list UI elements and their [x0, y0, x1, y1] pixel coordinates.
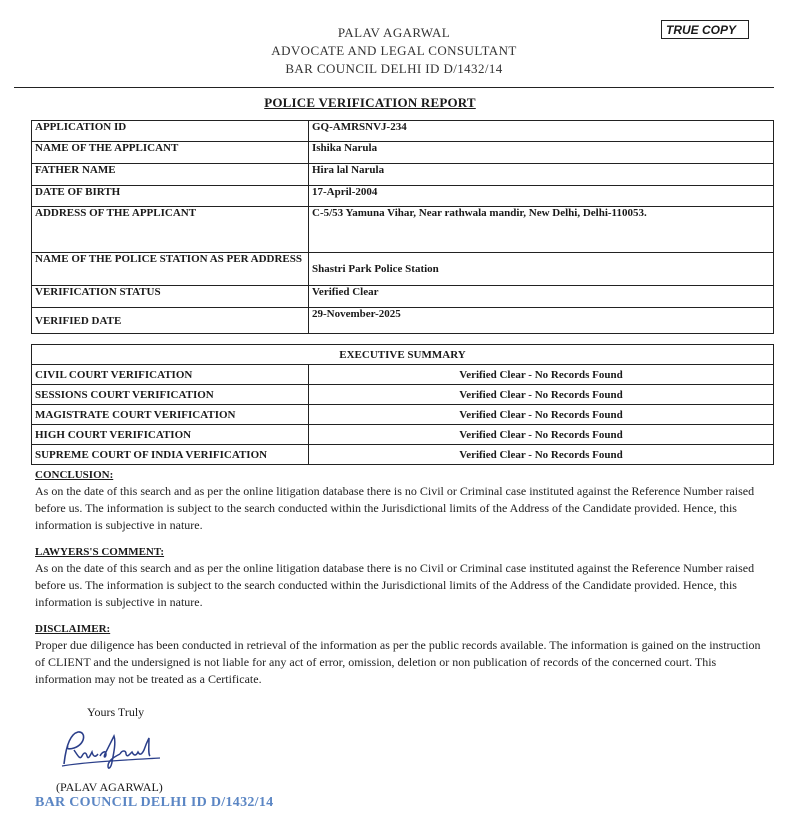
- lawyers-comment-text: As on the date of this search and as per the online litigation database there is no Civil or Criminal case instituted against the Reference Number raised before us. The information is subject to the search conducted within the Jurisdictional limits of the Address of the Candidate provided. Hence, this information is subjective in nature.: [35, 561, 755, 609]
- dob-value: 17-April-2004: [309, 186, 774, 207]
- table-row: [32, 308, 774, 334]
- father-name-value: Hira lal Narula: [309, 164, 774, 186]
- row-label: NAME OF THE POLICE STATION AS PER ADDRESS: [32, 253, 309, 286]
- row-label: MAGISTRATE COURT VERIFICATION: [32, 405, 309, 425]
- true-copy-stamp: TRUE COPY: [661, 20, 749, 39]
- verification-status-value: Verified Clear: [309, 286, 774, 308]
- row-label: VERIFIED DATE: [32, 308, 309, 334]
- row-value: Verified Clear - No Records Found: [309, 445, 774, 465]
- row-label: NAME OF THE APPLICANT: [32, 142, 309, 164]
- conclusion-text: As on the date of this search and as per the online litigation database there is no Civil or Criminal case instituted against the Reference Number raised before us. The information is subject to the search conducted within the Jurisdictional limits of the Address of the Candidate provided. Hence, this information is subjective in nature.: [35, 484, 755, 532]
- row-label: FATHER NAME: [32, 164, 309, 186]
- advocate-name: PALAV AGARWAL: [337, 25, 451, 40]
- table-row: [32, 186, 774, 207]
- yours-truly: Yours Truly: [87, 705, 145, 719]
- row-label: VERIFICATION STATUS: [32, 286, 309, 308]
- table-row: [32, 207, 774, 253]
- header-divider: [14, 87, 774, 88]
- table-row: [32, 425, 774, 445]
- report-title: POLICE VERIFICATION REPORT: [264, 95, 476, 110]
- address-value: C-5/53 Yamuna Vihar, Near rathwala mandir, New Delhi, Delhi-110053.: [309, 207, 774, 253]
- table-row: [32, 142, 774, 164]
- table-row: [32, 345, 774, 365]
- row-value: Verified Clear - No Records Found: [309, 405, 774, 425]
- table-row: [32, 365, 774, 385]
- applicant-name-value: Ishika Narula: [309, 142, 774, 164]
- executive-summary-table: [31, 344, 774, 465]
- application-id-value: GQ-AMRSNVJ-234: [309, 121, 774, 142]
- applicant-details-table: [31, 120, 774, 334]
- verified-date-value: 29-November-2025: [309, 308, 774, 334]
- row-label: HIGH COURT VERIFICATION: [32, 425, 309, 445]
- disclaimer-text: Proper due diligence has been conducted in retrieval of the information as per the public records available. The information is gained on the instruction of CLIENT and the undersigned is not liable for any act of error, omission, deletion or non publication of records of the concerned court. This information may not be treated as a Certificate.: [35, 638, 761, 686]
- police-station-value: Shastri Park Police Station: [309, 253, 774, 286]
- advocate-bar-id: BAR COUNCIL DELHI ID D/1432/14: [285, 61, 503, 76]
- table-row: [32, 253, 774, 286]
- advocate-designation: ADVOCATE AND LEGAL CONSULTANT: [271, 43, 517, 58]
- disclaimer-section: [35, 623, 765, 688]
- row-label: SUPREME COURT OF INDIA VERIFICATION: [32, 445, 309, 465]
- signatory-name: (PALAV AGARWAL): [56, 780, 163, 794]
- row-label: DATE OF BIRTH: [32, 186, 309, 207]
- table-row: [32, 405, 774, 425]
- lawyers-comment-heading: LAWYERS'S COMMENT:: [35, 546, 165, 558]
- conclusion-heading: CONCLUSION:: [35, 469, 114, 481]
- signatory-bar-id: BAR COUNCIL DELHI ID D/1432/14: [35, 795, 274, 810]
- table-row: [32, 445, 774, 465]
- table-row: [32, 385, 774, 405]
- table-row: [32, 121, 774, 142]
- row-value: Verified Clear - No Records Found: [309, 365, 774, 385]
- signature-image: [56, 726, 166, 779]
- table-row: [32, 286, 774, 308]
- row-value: Verified Clear - No Records Found: [309, 425, 774, 445]
- row-value: Verified Clear - No Records Found: [309, 385, 774, 405]
- lawyers-comment-section: [35, 546, 765, 611]
- conclusion-section: [35, 469, 765, 534]
- row-label: APPLICATION ID: [32, 121, 309, 142]
- table-row: [32, 164, 774, 186]
- row-label: ADDRESS OF THE APPLICANT: [32, 207, 309, 253]
- row-label: SESSIONS COURT VERIFICATION: [32, 385, 309, 405]
- disclaimer-heading: DISCLAIMER:: [35, 623, 111, 635]
- row-label: CIVIL COURT VERIFICATION: [32, 365, 309, 385]
- summary-heading: EXECUTIVE SUMMARY: [32, 345, 774, 365]
